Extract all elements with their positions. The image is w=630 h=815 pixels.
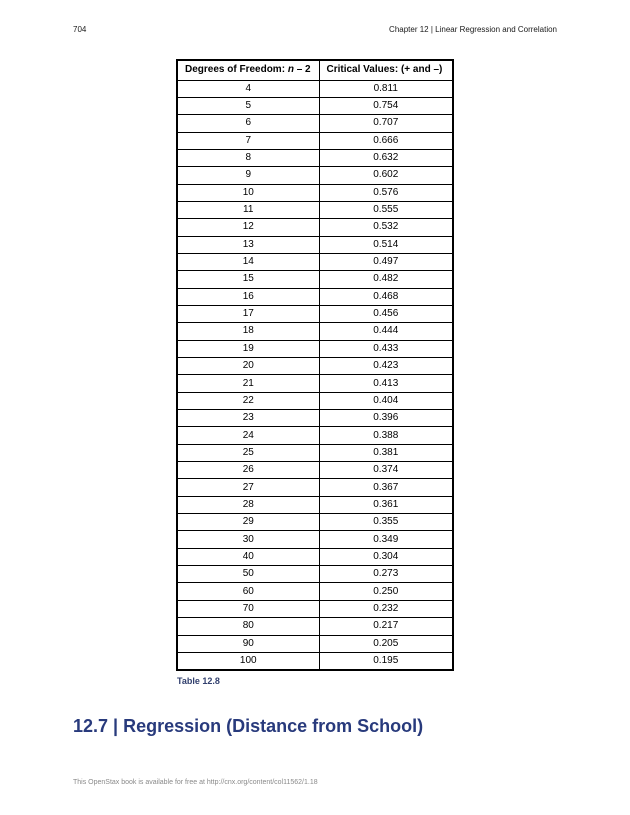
table-row	[177, 167, 453, 184]
critical-values-body	[177, 80, 453, 670]
table-row	[177, 219, 453, 236]
table-row	[177, 236, 453, 253]
df-cell: 12	[177, 219, 319, 236]
chapter-title: Chapter 12 | Linear Regression and Correlation	[389, 25, 557, 34]
table-row	[177, 305, 453, 322]
section-heading: 12.7 | Regression (Distance from School)	[73, 716, 424, 736]
df-cell: 6	[177, 115, 319, 132]
critical-values-column-header: Critical Values: (+ and –)	[319, 60, 453, 80]
df-cell: 21	[177, 375, 319, 392]
table-row	[177, 635, 453, 652]
critical-value-cell: 0.404	[319, 392, 453, 409]
df-cell: 8	[177, 149, 319, 166]
table-row	[177, 340, 453, 357]
critical-value-cell: 0.497	[319, 253, 453, 270]
critical-value-cell: 0.205	[319, 635, 453, 652]
df-cell: 7	[177, 132, 319, 149]
critical-value-cell: 0.468	[319, 288, 453, 305]
critical-value-cell: 0.576	[319, 184, 453, 201]
table-row	[177, 323, 453, 340]
critical-value-cell: 0.367	[319, 479, 453, 496]
table-row	[177, 80, 453, 97]
df-cell: 24	[177, 427, 319, 444]
df-cell: 60	[177, 583, 319, 600]
table-row	[177, 652, 453, 669]
critical-values-table	[176, 59, 454, 671]
critical-value-cell: 0.666	[319, 132, 453, 149]
df-cell: 18	[177, 323, 319, 340]
table-row	[177, 462, 453, 479]
critical-value-cell: 0.444	[319, 323, 453, 340]
table-row	[177, 253, 453, 270]
table-row	[177, 201, 453, 218]
df-cell: 15	[177, 271, 319, 288]
critical-value-cell: 0.273	[319, 566, 453, 583]
df-cell: 20	[177, 358, 319, 375]
critical-value-cell: 0.304	[319, 548, 453, 565]
df-cell: 10	[177, 184, 319, 201]
table-row	[177, 514, 453, 531]
table-row	[177, 358, 453, 375]
page-number: 704	[73, 25, 87, 34]
table-row	[177, 566, 453, 583]
table-row	[177, 479, 453, 496]
table-row	[177, 271, 453, 288]
critical-value-cell: 0.413	[319, 375, 453, 392]
df-cell: 19	[177, 340, 319, 357]
table-row	[177, 392, 453, 409]
critical-value-cell: 0.754	[319, 97, 453, 114]
df-header-suffix: – 2	[293, 64, 311, 76]
critical-value-cell: 0.381	[319, 444, 453, 461]
critical-value-cell: 0.707	[319, 115, 453, 132]
table-row	[177, 531, 453, 548]
table-row	[177, 618, 453, 635]
df-cell: 50	[177, 566, 319, 583]
critical-value-cell: 0.195	[319, 652, 453, 669]
df-cell: 27	[177, 479, 319, 496]
critical-value-cell: 0.349	[319, 531, 453, 548]
df-cell: 29	[177, 514, 319, 531]
critical-value-cell: 0.396	[319, 410, 453, 427]
table-row	[177, 375, 453, 392]
table-row	[177, 444, 453, 461]
table-row	[177, 132, 453, 149]
df-cell: 23	[177, 410, 319, 427]
table-header-row	[177, 60, 453, 80]
df-cell: 11	[177, 201, 319, 218]
df-column-header	[177, 60, 319, 80]
table-row	[177, 583, 453, 600]
table-row	[177, 600, 453, 617]
page-footer: This OpenStax book is available for free at http://cnx.org/content/col11562/1.18	[73, 779, 318, 786]
critical-value-cell: 0.555	[319, 201, 453, 218]
critical-value-cell: 0.217	[319, 618, 453, 635]
running-header	[73, 25, 557, 34]
table-caption: Table 12.8	[177, 676, 220, 686]
table-row	[177, 410, 453, 427]
critical-value-cell: 0.232	[319, 600, 453, 617]
df-cell: 100	[177, 652, 319, 669]
table-row	[177, 427, 453, 444]
critical-value-cell: 0.388	[319, 427, 453, 444]
critical-value-cell: 0.250	[319, 583, 453, 600]
df-cell: 16	[177, 288, 319, 305]
df-cell: 90	[177, 635, 319, 652]
table-row	[177, 496, 453, 513]
table-row	[177, 548, 453, 565]
df-header-prefix: Degrees of Freedom:	[185, 64, 288, 76]
df-cell: 70	[177, 600, 319, 617]
df-cell: 40	[177, 548, 319, 565]
df-cell: 14	[177, 253, 319, 270]
df-cell: 17	[177, 305, 319, 322]
critical-value-cell: 0.632	[319, 149, 453, 166]
df-cell: 9	[177, 167, 319, 184]
critical-value-cell: 0.514	[319, 236, 453, 253]
table-row	[177, 184, 453, 201]
df-cell: 4	[177, 80, 319, 97]
critical-value-cell: 0.456	[319, 305, 453, 322]
df-cell: 30	[177, 531, 319, 548]
df-cell: 26	[177, 462, 319, 479]
df-cell: 13	[177, 236, 319, 253]
critical-value-cell: 0.532	[319, 219, 453, 236]
table-row	[177, 288, 453, 305]
critical-value-cell: 0.811	[319, 80, 453, 97]
table-row	[177, 97, 453, 114]
critical-value-cell: 0.355	[319, 514, 453, 531]
df-cell: 5	[177, 97, 319, 114]
df-cell: 25	[177, 444, 319, 461]
table-row	[177, 115, 453, 132]
critical-value-cell: 0.482	[319, 271, 453, 288]
df-cell: 28	[177, 496, 319, 513]
df-header-variable: n	[287, 64, 294, 76]
df-cell: 22	[177, 392, 319, 409]
critical-value-cell: 0.602	[319, 167, 453, 184]
critical-value-cell: 0.433	[319, 340, 453, 357]
critical-value-cell: 0.423	[319, 358, 453, 375]
critical-value-cell: 0.361	[319, 496, 453, 513]
table-row	[177, 149, 453, 166]
critical-value-cell: 0.374	[319, 462, 453, 479]
df-cell: 80	[177, 618, 319, 635]
